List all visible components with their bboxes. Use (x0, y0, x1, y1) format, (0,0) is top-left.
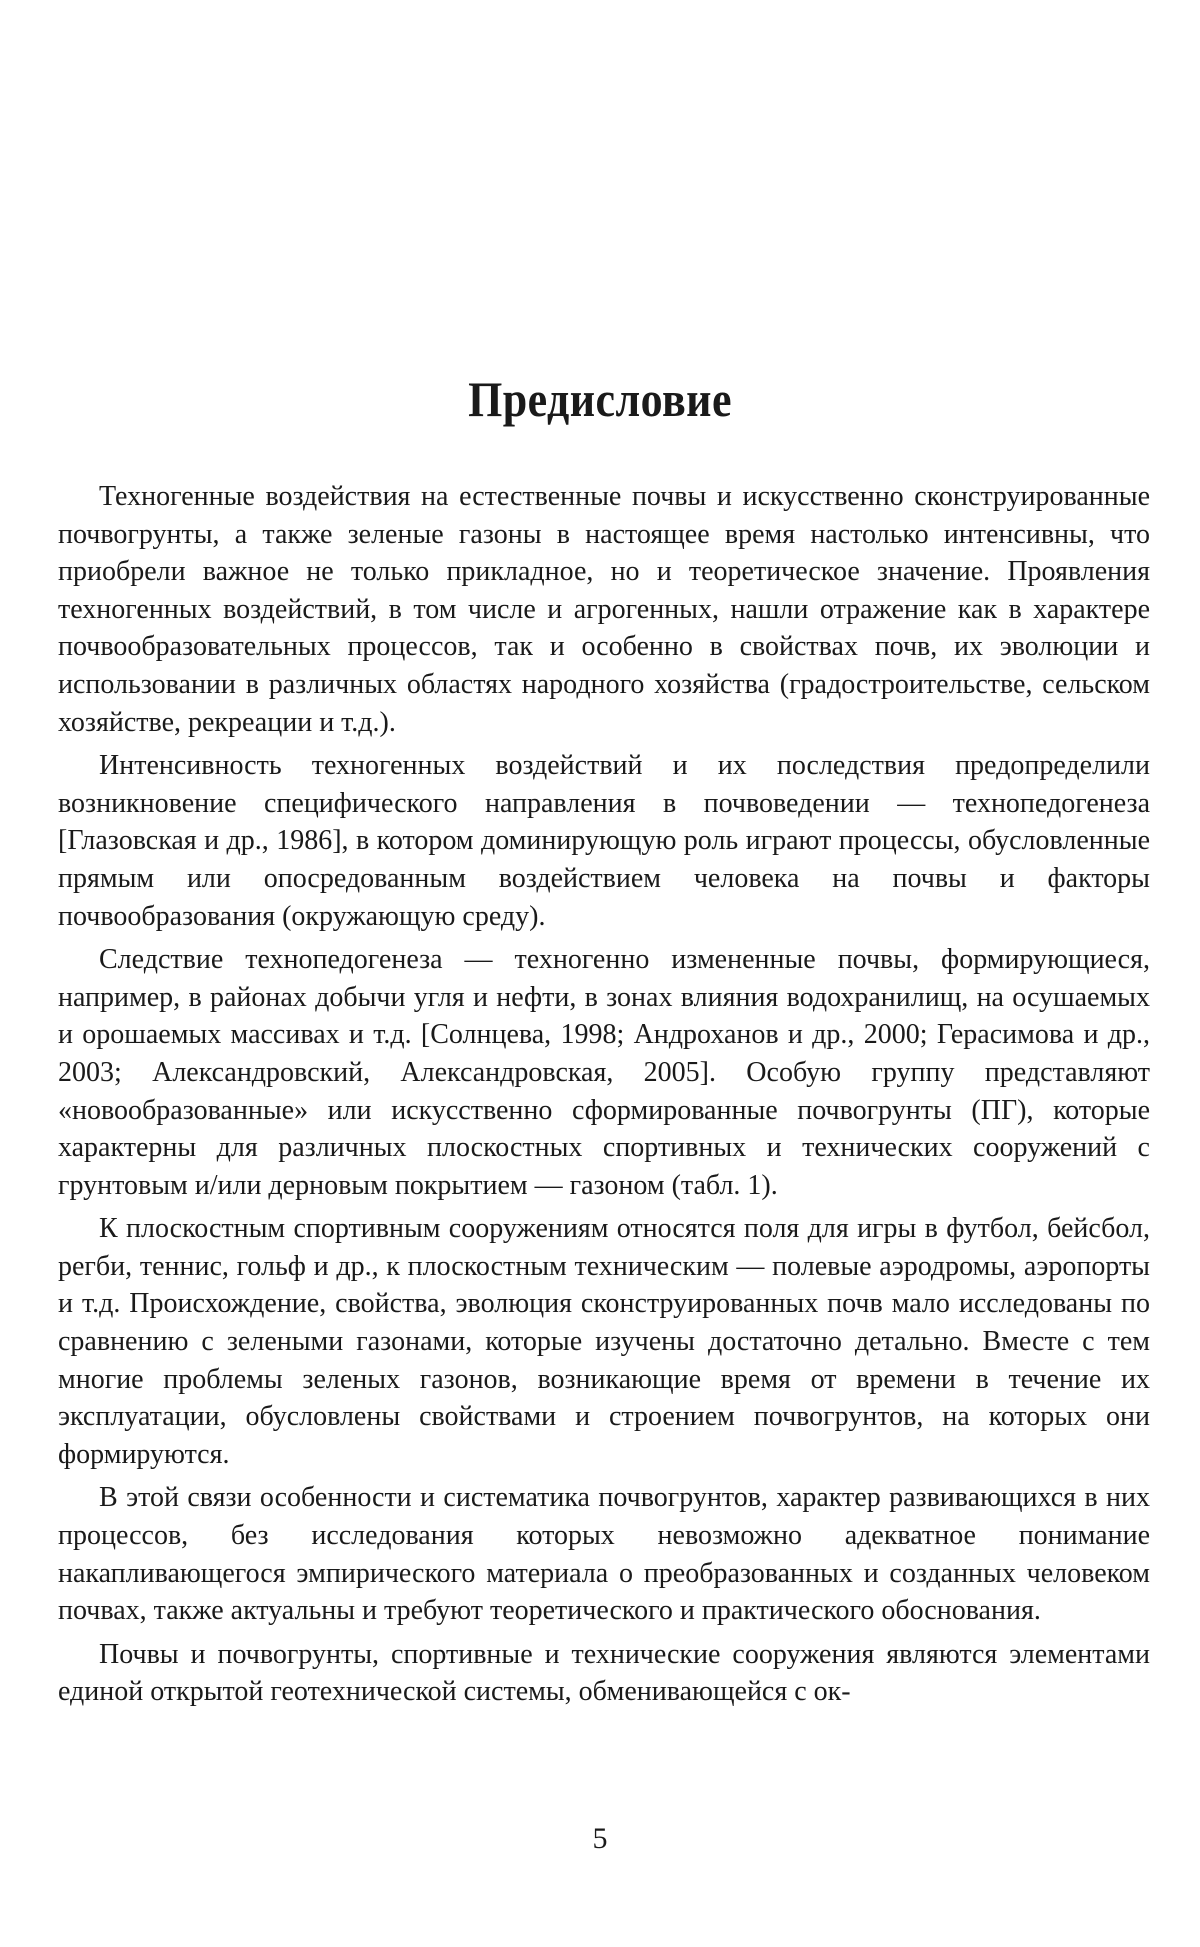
body-text (58, 478, 1150, 1717)
paragraph-3: Следствие технопедогенеза — техногенно измененные почвы, формирующиеся, например, в районах добычи угля и нефти, в зонах влияния водохранилищ, на осушаемых и орошаемых массивах и т.д. [Солнцева, 1998; Андроханов и др., 2000; Герасимова и др., 2003; Александровский, Александровская, 2005]. Особую группу представляют «новообразованные» или искусственно сформированные почвогрунты (ПГ), которые характерны для различных плоскостных спортивных и технических сооружений с грунтовым и/или дерновым покрытием — газоном (табл. 1). (58, 944, 1150, 1201)
paragraph-4: К плоскостным спортивным сооружениям относятся поля для игры в футбол, бейсбол, регби, теннис, гольф и др., к плоскостным техническим — полевые аэродромы, аэропорты и т.д. Происхождение, свойства, эволюция сконструированных почв мало исследованы по сравнению с зелеными газонами, которые изучены достаточно детально. Вместе с тем многие проблемы зеленых газонов, возникающие время от времени в течение их эксплуатации, обусловлены свойствами и строением почвогрунтов, на которых они формируются. (58, 1213, 1150, 1470)
paragraph-2: Интенсивность техногенных воздействий и их последствия предопределили возникновение специфического направления в почвоведении — технопедогенеза [Глазовская и др., 1986], в котором доминирующую роль играют процессы, обусловленные прямым или опосредованным воздействием человека на почвы и факторы почвообразования (окружающую среду). (58, 750, 1150, 932)
paragraph-5: В этой связи особенности и систематика почвогрунтов, характер развивающихся в них процессов, без исследования которых невозможно адекватное понимание накапливающегося эмпирического материала о преобразованных и созданных человеком почвах, также актуальны и требуют теоретического и практического обоснования. (58, 1482, 1150, 1627)
page-number: 5 (592, 1822, 608, 1855)
paragraph-6: Почвы и почвогрунты, спортивные и технические сооружения являются элементами единой открытой геотехнической системы, обменивающейся с ок- (58, 1638, 1150, 1708)
paragraph-1: Техногенные воздействия на естественные почвы и искусственно сконструированные почвогрунты, а также зеленые газоны в настоящее время настолько интенсивны, что приобрели важное не только прикладное, но и теоретическое значение. Проявления техногенных воздействий, в том числе и агрогенных, нашли отражение как в характере почвообразовательных процессов, так и особенно в свойствах почв, их эволюции и использовании в различных областях народного хозяйства (градостроительстве, сельском хозяйстве, рекреации и т.д.). (58, 481, 1150, 738)
page-title: Предисловие (468, 371, 732, 427)
